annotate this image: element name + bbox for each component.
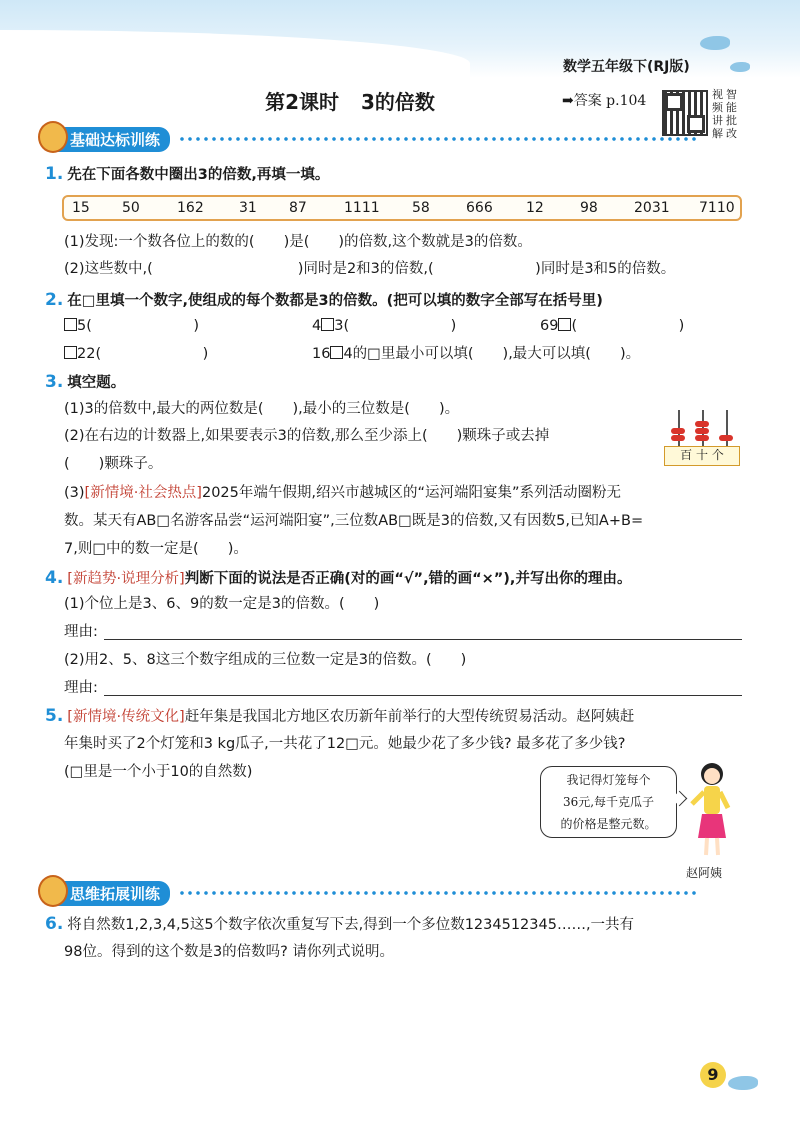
blank-box[interactable] — [64, 318, 77, 331]
q3-sub3c: 7,则□中的数一定是( )。 — [64, 541, 248, 557]
q1-sub2: (2)这些数中,( )同时是2和3的倍数,( )同时是3和5的倍数。 — [64, 261, 676, 277]
number-item[interactable]: 7110 — [699, 200, 735, 216]
dolphin-icon — [728, 1076, 758, 1090]
question-3: 3. 填空题。 — [45, 372, 126, 392]
number-item[interactable]: 1111 — [344, 200, 380, 216]
answer-line[interactable] — [104, 639, 742, 640]
question-1: 1. 先在下面各数中圈出3的倍数,再填一填。 — [45, 164, 330, 184]
question-4: 4. [新趋势·说理分析]判断下面的说法是否正确(对的画“√”,错的画“×”),并写出你的理由。 — [45, 568, 632, 588]
number-item[interactable]: 162 — [177, 200, 204, 216]
blank-box[interactable] — [330, 346, 343, 359]
q2-item-c: 69 ( ) — [540, 318, 685, 334]
number-item[interactable]: 15 — [72, 200, 90, 216]
question-2: 2. 在□里填一个数字,使组成的每个数都是3的倍数。(把可以填的数字全部写在括号里) — [45, 290, 603, 310]
q2-item-a: 5( ) — [64, 316, 199, 336]
q5-line2: 年集时买了2个灯笼和3 kg瓜子,一共花了12□元。她最少花了多少钱? 最多花了多少钱? — [64, 736, 626, 752]
q3-sub3b: 数。某天有AB□名游客品尝“运河端阳宴”,三位数AB□既是3的倍数,又有因数5,已知A+B= — [64, 513, 644, 529]
blank-box[interactable] — [64, 346, 77, 359]
q2-item-e: 16 4的□里最小可以填( ),最大可以填( )。 — [312, 346, 641, 362]
q4-reason1: 理由: — [64, 624, 98, 640]
q2-item-b: 4 3( ) — [312, 318, 457, 334]
speaker-name: 赵阿姨 — [686, 866, 723, 880]
tag-label: [新情境·社会热点] — [84, 485, 202, 501]
tag-label: [新情境·传统文化] — [67, 709, 185, 725]
answer-reference: ➡答案 p.104 — [562, 93, 647, 109]
page-number: 9 — [700, 1062, 726, 1088]
q1-sub1: (1)发现:一个数各位上的数的( )是( )的倍数,这个数就是3的倍数。 — [64, 234, 532, 250]
abacus-label: 百 十 个 — [664, 446, 740, 466]
dolphin-icon — [730, 62, 750, 72]
header-wave — [0, 30, 470, 78]
number-item[interactable]: 98 — [580, 200, 598, 216]
qr-tags: 视 智 频 能 讲 批 解 改 — [712, 88, 737, 140]
auntie-figure-icon — [682, 760, 742, 860]
question-6: 6. 将自然数1,2,3,4,5这5个数字依次重复写下去,得到一个多位数1234512345……,一共有 — [45, 914, 635, 934]
lesson-topic: 3的倍数 — [361, 90, 435, 114]
q6-line2: 98位。得到的这个数是3的倍数吗? 请你列式说明。 — [64, 944, 394, 960]
q4-sub2: (2)用2、5、8这三个数字组成的三位数一定是3的倍数。( ) — [64, 652, 467, 668]
q3-sub3a: (3)[新情境·社会热点]2025年端午假期,绍兴市越城区的“运河端阳宴集”系列活动圈粉无 — [64, 485, 622, 501]
book-label: 数学五年级下(RJ版) — [563, 59, 690, 75]
number-item[interactable]: 2031 — [634, 200, 670, 216]
mascot-icon — [38, 875, 68, 907]
dotted-divider — [178, 137, 698, 141]
lesson-number: 第2课时 — [265, 90, 339, 114]
blank-box[interactable] — [558, 318, 571, 331]
speech-bubble: 我记得灯笼每个 36元,每千克瓜子 的价格是整元数。 — [540, 766, 677, 838]
q3-sub1: (1)3的倍数中,最大的两位数是( ),最小的三位数是( )。 — [64, 401, 460, 417]
q3-sub2a: (2)在右边的计数器上,如果要表示3的倍数,那么至少添上( )颗珠子或去掉 — [64, 428, 550, 444]
q4-sub1: (1)个位上是3、6、9的数一定是3的倍数。( ) — [64, 596, 380, 612]
mascot-icon — [38, 121, 68, 153]
number-item[interactable]: 666 — [466, 200, 493, 216]
number-item[interactable]: 50 — [122, 200, 140, 216]
answer-line[interactable] — [104, 695, 742, 696]
number-item[interactable]: 12 — [526, 200, 544, 216]
blank-box[interactable] — [321, 318, 334, 331]
dolphin-icon — [700, 36, 730, 50]
section-basic: 基础达标训练 — [44, 128, 698, 150]
dotted-divider — [178, 891, 698, 895]
tag-label: [新趋势·说理分析] — [67, 571, 185, 587]
section-extend: 思维拓展训练 — [44, 882, 698, 904]
q4-reason2: 理由: — [64, 680, 98, 696]
number-item[interactable]: 58 — [412, 200, 430, 216]
question-5: 5. [新情境·传统文化]赶年集是我国北方地区农历新年前举行的大型传统贸易活动。赵阿姨赶 — [45, 706, 635, 726]
number-strip — [62, 195, 742, 221]
number-item[interactable]: 87 — [289, 200, 307, 216]
number-item[interactable]: 31 — [239, 200, 257, 216]
q5-line3: (□里是一个小于10的自然数) — [64, 764, 253, 780]
abacus-figure — [660, 410, 744, 466]
q3-sub2b: ( )颗珠子。 — [64, 456, 163, 472]
q2-item-d: 22( ) — [64, 344, 208, 364]
